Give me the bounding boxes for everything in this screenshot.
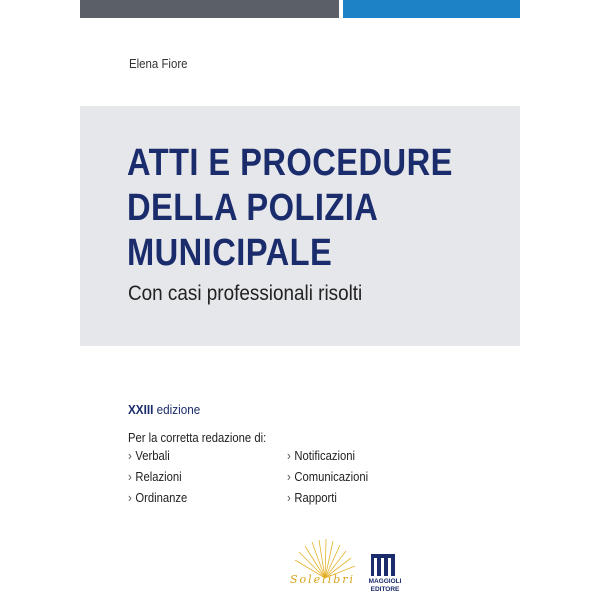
title-panel (80, 106, 520, 346)
edition-number: XXIII (128, 402, 154, 417)
topics-list-right (287, 448, 377, 511)
solelibri-sun-logo-icon (285, 538, 365, 600)
bullet-arrow-icon: › (128, 491, 132, 505)
maggioli-wordmark: MAGGIOLI EDITORE (368, 578, 402, 593)
topics-list-left (128, 448, 194, 511)
list-intro: Per la corretta redazione di: (128, 431, 267, 445)
solelibri-wordmark: Solelibri (290, 573, 356, 586)
bullet-arrow-icon: › (287, 449, 291, 463)
book-cover (80, 0, 520, 600)
top-bar-gray (80, 0, 339, 18)
top-bar-blue (343, 0, 520, 18)
list-item: › Rapporti (287, 491, 337, 505)
bullet-arrow-icon: › (128, 449, 132, 463)
edition-label (128, 402, 200, 417)
list-item: › Comunicazioni (287, 470, 369, 484)
list-item: › Ordinanze (128, 491, 188, 505)
title-line-1: ATTI E PROCEDURE (127, 142, 453, 184)
title-line-3: MUNICIPALE (127, 232, 333, 274)
list-item: › Relazioni (128, 470, 182, 484)
bullet-arrow-icon: › (128, 470, 132, 484)
title-line-2: DELLA POLIZIA (127, 187, 379, 229)
bullet-arrow-icon: › (287, 470, 291, 484)
list-item: › Notificazioni (287, 449, 356, 463)
edition-word: edizione (156, 402, 201, 417)
list-item: › Verbali (128, 449, 170, 463)
author-name: Elena Fiore (129, 56, 188, 71)
bullet-arrow-icon: › (287, 491, 291, 505)
subtitle: Con casi professionali risolti (128, 282, 363, 305)
